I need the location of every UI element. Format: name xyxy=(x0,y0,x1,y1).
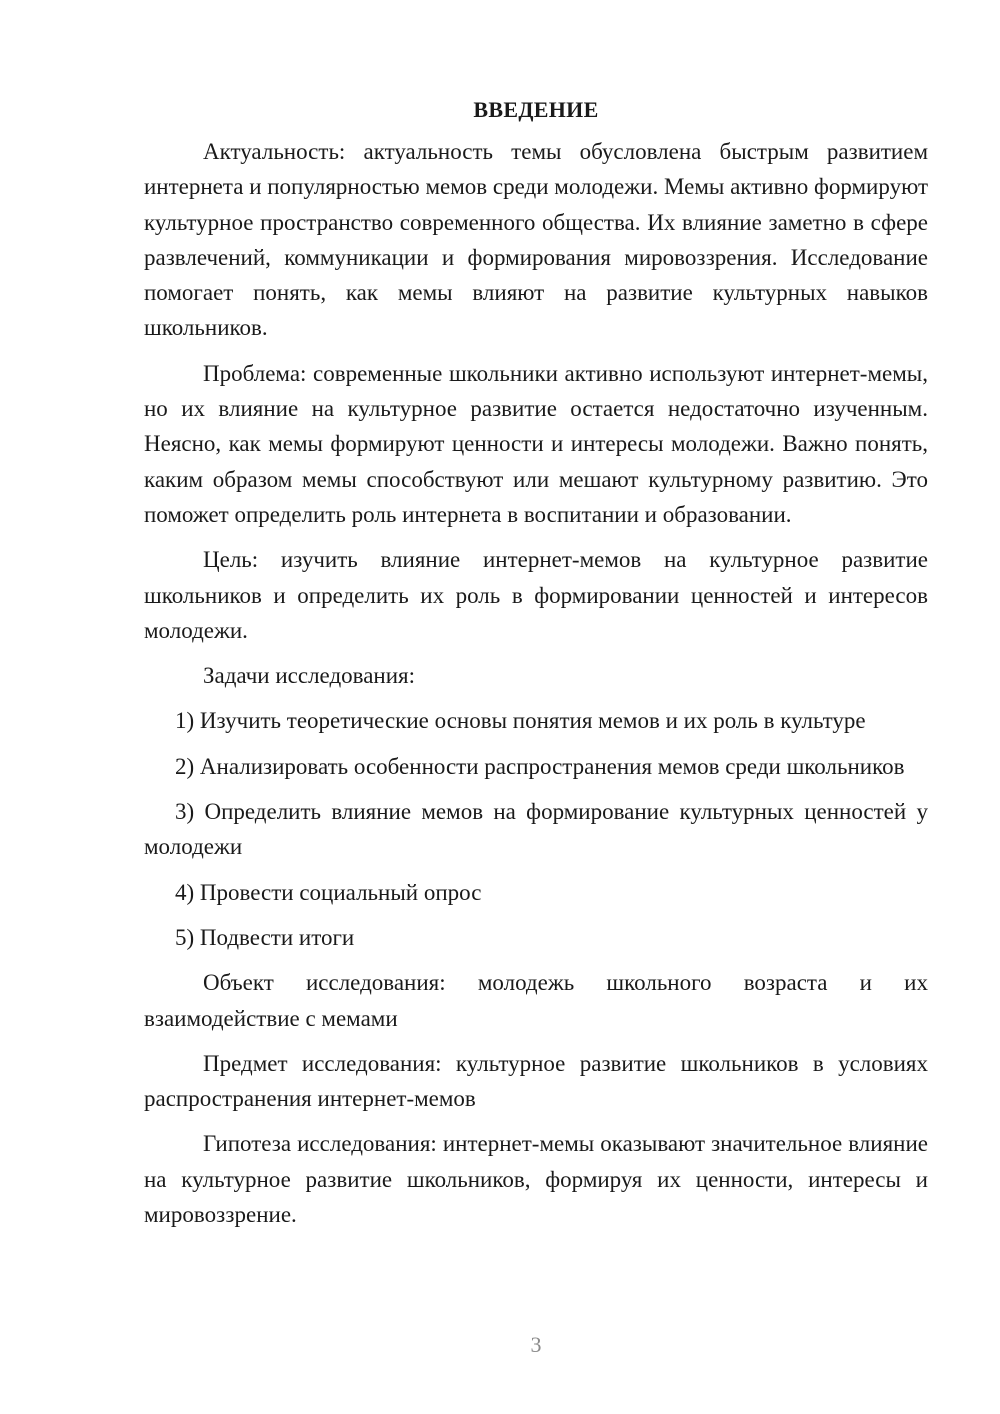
task-item-4: 4) Провести социальный опрос xyxy=(175,879,482,905)
task-item-1: 1) Изучить теоретические основы понятия мемов и их роль в культуре xyxy=(175,708,866,734)
problem-paragraph: Проблема: современные школьники активно используют интернет-мемы, но их влияние на культурное развитие остается недостаточно изученным. Неясно, как мемы формируют ценности и интересы молодежи. Важно понять, каким образом мемы способствуют или мешают культурному развитию. Это поможет определить роль интернета в воспитании и образовании. xyxy=(144,360,928,527)
subject-paragraph: Предмет исследования: культурное развитие школьников в условиях распространения интернет-мемов xyxy=(144,1050,928,1112)
task-item-3: 3) Определить влияние мемов на формирование культурных ценностей у молодежи xyxy=(144,799,928,860)
section-title: ВВЕДЕНИЕ xyxy=(473,97,599,122)
task-item-5: 5) Подвести итоги xyxy=(175,924,355,950)
document-body xyxy=(144,92,928,1242)
tasks-heading: Задачи исследования: xyxy=(203,663,416,689)
object-paragraph: Объект исследования: молодежь школьного возраста и их взаимодействие с мемами xyxy=(144,970,928,1031)
hypothesis-paragraph: Гипотеза исследования: интернет-мемы оказывают значительное влияние на культурное развитие школьников, формируя их ценности, интересы и мировоззрение. xyxy=(144,1131,928,1228)
page-number: 3 xyxy=(530,1332,542,1357)
task-item-2: 2) Анализировать особенности распространения мемов среди школьников xyxy=(175,753,905,779)
goal-paragraph: Цель: изучить влияние интернет-мемов на культурное развитие школьников и определить их роль в формировании ценностей и интересов молодежи. xyxy=(144,547,928,643)
relevance-paragraph: Актуальность: актуальность темы обусловлена быстрым развитием интернета и популярностью мемов среди молодежи. Мемы активно формируют культурное пространство современного общества. Их влияние заметно в сфере развлечений, коммуникации и формирования мировоззрения. Исследование помогает понять, как мемы влияют на развитие культурных навыков школьников. xyxy=(144,139,928,341)
